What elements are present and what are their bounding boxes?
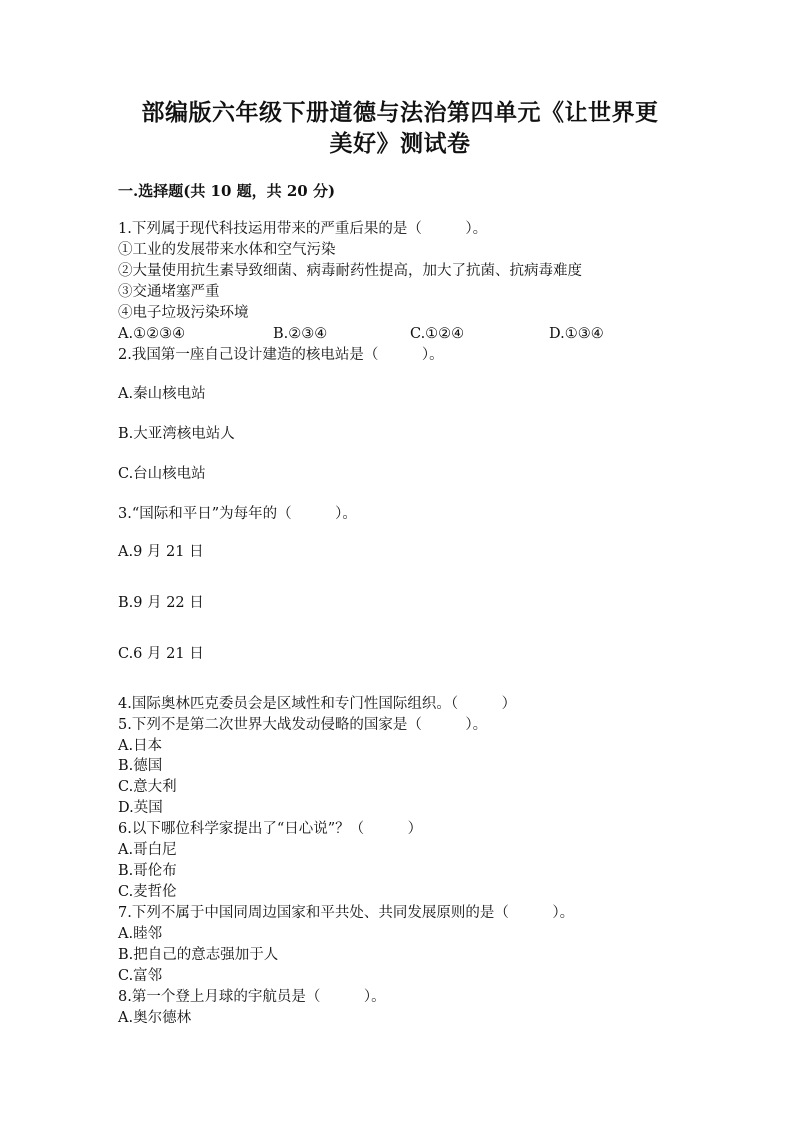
question-1-option-b: B.②③④ [273,326,328,342]
title-line-1: 部编版六年级下册道德与法治第四单元《让世界更 [141,99,659,126]
question-7-option-b: B.把自己的意志强加于人 [118,947,279,963]
question-1-option-d: D.①③④ [549,326,604,342]
section-heading: 一.选择题(共 10 题，共 20 分) [118,182,336,200]
question-1-item-3: ③交通堵塞严重 [118,284,220,300]
question-3-option-c: C.6 月 21 日 [118,646,204,662]
question-5-option-c: C.意大利 [118,779,177,795]
question-1-option-a: A.①②③④ [118,326,186,342]
question-5-option-a: A.日本 [118,738,163,754]
question-6-option-b: B.哥伦布 [118,863,177,879]
question-1-item-2: ②大量使用抗生素导致细菌、病毒耐药性提高，加大了抗菌、抗病毒难度 [118,263,582,279]
question-6-option-c: C.麦哲伦 [118,884,177,900]
question-7-option-a: A.睦邻 [118,926,163,942]
question-2-stem: 2.我国第一座自己设计建造的核电站是（ ）。 [118,347,444,363]
question-6-stem: 6.以下哪位科学家提出了“日心说”？（ ） [118,821,423,837]
question-2-option-a: A.秦山核电站 [118,386,206,402]
question-8-stem: 8.第一个登上月球的宇航员是（ ）。 [118,989,386,1005]
question-5-stem: 5.下列不是第二次世界大战发动侵略的国家是（ ）。 [118,717,488,733]
question-8-option-a: A.奥尔德林 [118,1010,192,1026]
question-7-stem: 7.下列不属于中国同周边国家和平共处、共同发展原则的是（ ）。 [118,905,575,921]
question-1-item-4: ④电子垃圾污染环境 [118,305,249,321]
question-1-item-1: ①工业的发展带来水体和空气污染 [118,242,336,258]
title-line-2: 美好》测试卷 [329,130,471,157]
question-3-option-b: B.9 月 22 日 [118,595,204,611]
page-title [120,97,680,159]
question-2-option-c: C.台山核电站 [118,466,206,482]
question-1-stem: 1.下列属于现代科技运用带来的严重后果的是（ ）。 [118,221,488,237]
question-3-stem: 3.“国际和平日”为每年的（ ）。 [118,506,357,522]
question-2-option-b: B.大亚湾核电站人 [118,426,235,442]
question-6-option-a: A.哥白尼 [118,842,177,858]
question-5-option-d: D.英国 [118,800,163,816]
question-1-option-c: C.①②④ [410,326,465,342]
question-4-stem: 4.国际奥林匹克委员会是区域性和专门性国际组织。（ ） [118,696,517,712]
question-5-option-b: B.德国 [118,758,163,774]
question-7-option-c: C.富邻 [118,968,163,984]
question-3-option-a: A.9 月 21 日 [118,544,204,560]
